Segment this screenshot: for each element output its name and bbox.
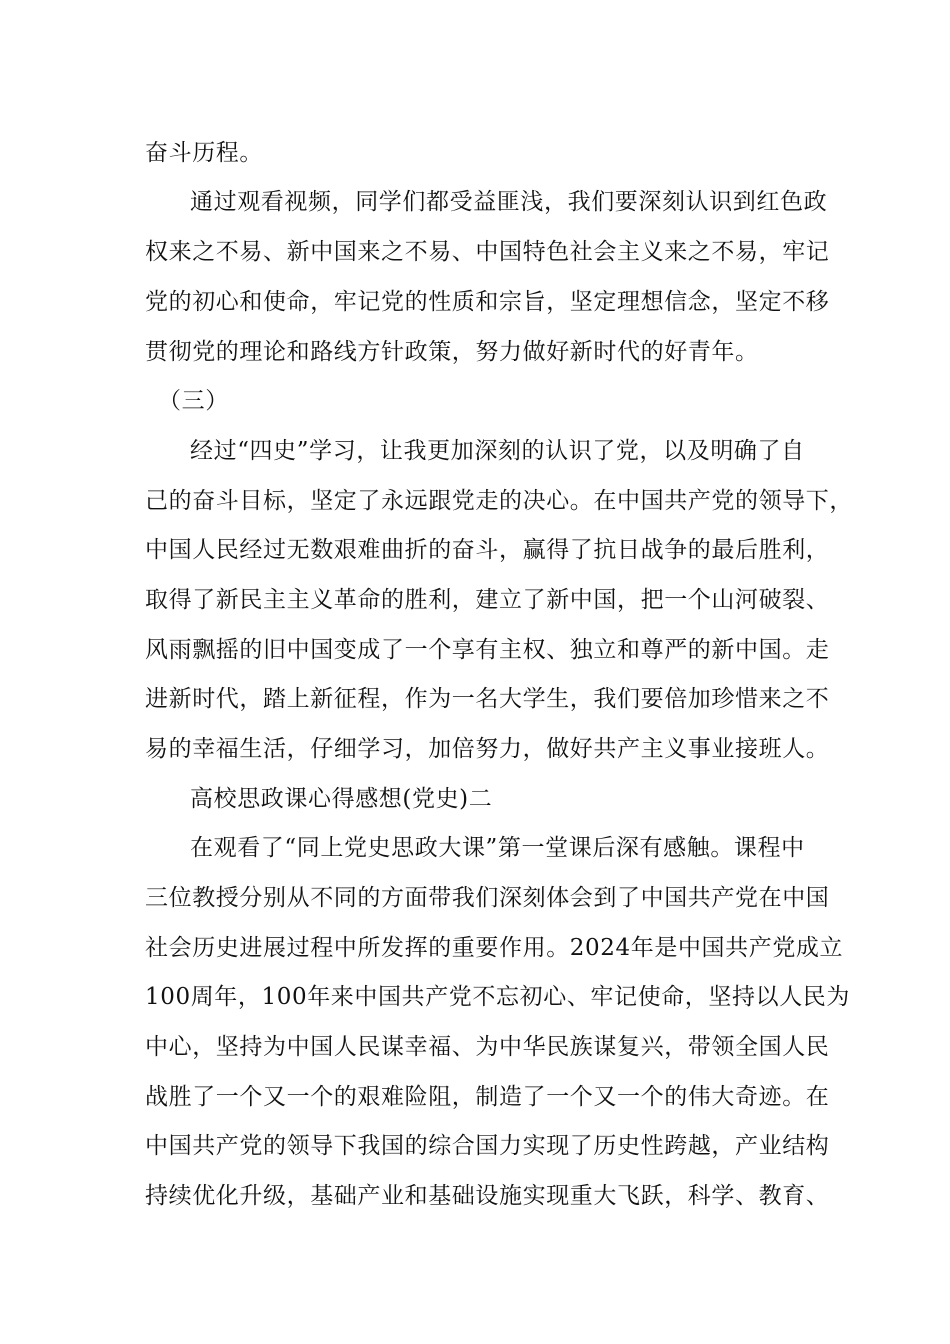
text-line: 中国人民经过无数艰难曲折的奋斗，赢得了抗日战争的最后胜利， (145, 537, 830, 563)
paragraph-first-line: 通过观看视频，同学们都受益匪浅，我们要深刻认识到红色政 (190, 189, 828, 215)
text-line: 党的初心和使命，牢记党的性质和宗旨，坚定理想信念，坚定不移 (145, 289, 830, 315)
paragraph-first-line: 经过“四史”学习，让我更加深刻的认识了党，以及明确了自 (190, 438, 805, 464)
text-line: 中国共产党的领导下我国的综合国力实现了历史性跨越，产业结构 (145, 1133, 830, 1159)
text-line: 100周年，100年来中国共产党不忘初心、牢记使命，坚持以人民为 (145, 984, 850, 1010)
text-line: 风雨飘摇的旧中国变成了一个享有主权、独立和尊严的新中国。走 (145, 637, 830, 663)
text-line: 三位教授分别从不同的方面带我们深刻体会到了中国共产党在中国 (145, 885, 830, 911)
text-line: 社会历史进展过程中所发挥的重要作用。2024年是中国共产党成立 (145, 935, 844, 961)
text-line: 持续优化升级，基础产业和基础设施实现重大飞跃，科学、教育、 (145, 1183, 830, 1209)
article-title: 高校思政课心得感想(党史)二 (190, 786, 493, 812)
text-line: 易的幸福生活，仔细学习，加倍努力，做好共产主义事业接班人。 (145, 736, 830, 762)
text-line: 战胜了一个又一个的艰难险阻，制造了一个又一个的伟大奇迹。在 (145, 1084, 830, 1110)
section-heading: （三） (158, 388, 229, 414)
text-line: 取得了新民主主义革命的胜利，建立了新中国，把一个山河破裂、 (145, 587, 830, 613)
paragraph-first-line: 在观看了“同上党史思政大课”第一堂课后深有感触。课程中 (190, 835, 805, 861)
text-line: 己的奋斗目标，坚定了永远跟党走的决心。在中国共产党的领导下， (145, 488, 853, 514)
text-line: 权来之不易、新中国来之不易、中国特色社会主义来之不易，牢记 (145, 239, 830, 265)
text-line: 奋斗历程。 (145, 140, 263, 166)
text-line: 中心，坚持为中国人民谋幸福、为中华民族谋复兴，带领全国人民 (145, 1034, 830, 1060)
text-line: 贯彻党的理论和路线方针政策，努力做好新时代的好青年。 (145, 339, 759, 365)
text-line: 进新时代，踏上新征程，作为一名大学生，我们要倍加珍惜来之不 (145, 686, 830, 712)
